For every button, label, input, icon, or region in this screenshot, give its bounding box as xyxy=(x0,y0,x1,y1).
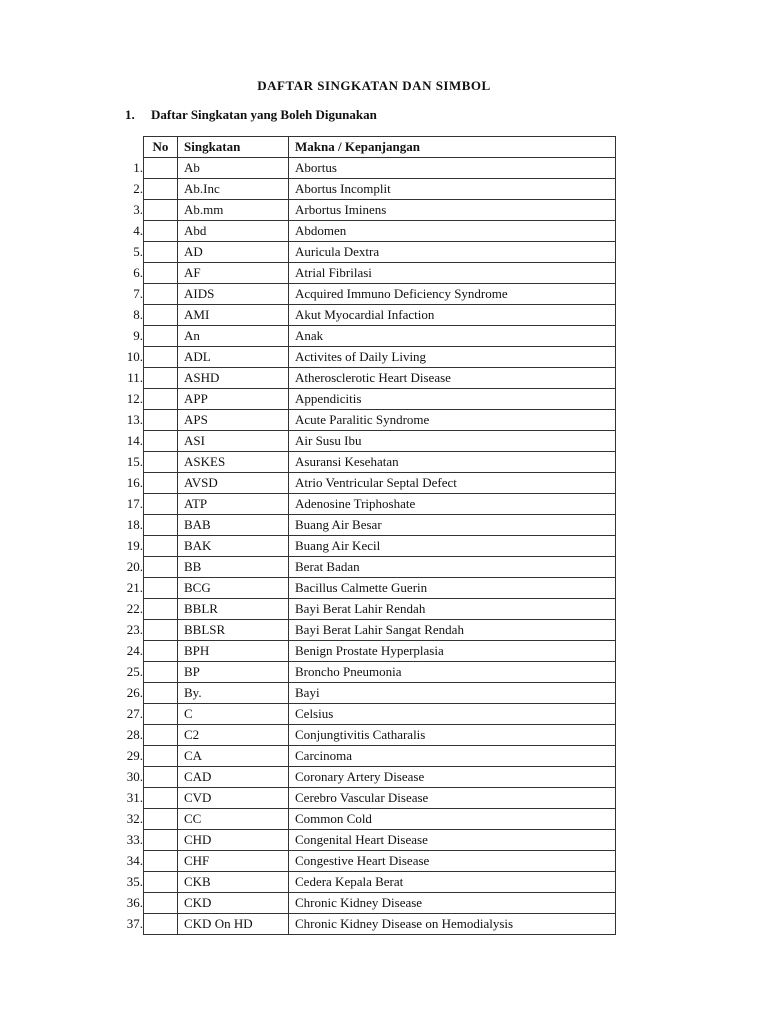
table-row xyxy=(113,494,616,515)
row-abbreviation: ASHD xyxy=(178,368,289,389)
row-abbreviation: CVD xyxy=(178,788,289,809)
table-row xyxy=(113,347,616,368)
row-abbreviation: BP xyxy=(178,662,289,683)
row-meaning: Atherosclerotic Heart Disease xyxy=(289,368,616,389)
row-meaning: Carcinoma xyxy=(289,746,616,767)
row-abbreviation: APS xyxy=(178,410,289,431)
row-abbreviation: Ab xyxy=(178,158,289,179)
header-no: No xyxy=(144,137,178,158)
row-number: 30. xyxy=(126,769,143,784)
row-abbreviation: CKB xyxy=(178,872,289,893)
row-meaning: Abdomen xyxy=(289,221,616,242)
row-number: 19. xyxy=(126,538,143,553)
row-meaning: Anak xyxy=(289,326,616,347)
row-no-cell xyxy=(144,746,178,767)
row-no-cell xyxy=(144,641,178,662)
table-row xyxy=(113,599,616,620)
table-row xyxy=(113,284,616,305)
row-number: 12. xyxy=(126,391,143,406)
abbreviation-table xyxy=(113,136,616,935)
row-number: 18. xyxy=(126,517,143,532)
row-meaning: Akut Myocardial Infaction xyxy=(289,305,616,326)
table-row xyxy=(113,914,616,935)
section-title: Daftar Singkatan yang Boleh Digunakan xyxy=(151,107,377,122)
table-row xyxy=(113,788,616,809)
row-meaning: Broncho Pneumonia xyxy=(289,662,616,683)
table-row xyxy=(113,767,616,788)
row-meaning: Auricula Dextra xyxy=(289,242,616,263)
row-no-cell xyxy=(144,620,178,641)
row-abbreviation: AMI xyxy=(178,305,289,326)
row-number: 22. xyxy=(126,601,143,616)
table-row xyxy=(113,536,616,557)
row-abbreviation: Ab.mm xyxy=(178,200,289,221)
row-number: 1. xyxy=(133,160,143,175)
row-abbreviation: ADL xyxy=(178,347,289,368)
row-meaning: Conjungtivitis Catharalis xyxy=(289,725,616,746)
row-meaning: Benign Prostate Hyperplasia xyxy=(289,641,616,662)
row-number: 7. xyxy=(133,286,143,301)
row-abbreviation: ATP xyxy=(178,494,289,515)
row-no-cell xyxy=(144,515,178,536)
row-meaning: Activites of Daily Living xyxy=(289,347,616,368)
row-no-cell xyxy=(144,179,178,200)
table-row xyxy=(113,641,616,662)
row-abbreviation: Ab.Inc xyxy=(178,179,289,200)
row-no-cell xyxy=(144,767,178,788)
abbreviation-table-container xyxy=(113,136,616,935)
row-meaning: Bayi Berat Lahir Sangat Rendah xyxy=(289,620,616,641)
row-number: 13. xyxy=(126,412,143,427)
row-number: 10. xyxy=(126,349,143,364)
row-no-cell xyxy=(144,242,178,263)
row-abbreviation: CHD xyxy=(178,830,289,851)
row-abbreviation: BPH xyxy=(178,641,289,662)
table-row xyxy=(113,326,616,347)
row-no-cell xyxy=(144,368,178,389)
row-no-cell xyxy=(144,410,178,431)
row-no-cell xyxy=(144,263,178,284)
row-meaning: Chronic Kidney Disease xyxy=(289,893,616,914)
row-abbreviation: BBLR xyxy=(178,599,289,620)
row-number: 27. xyxy=(126,706,143,721)
row-number: 29. xyxy=(126,748,143,763)
row-number: 24. xyxy=(126,643,143,658)
row-number: 25. xyxy=(126,664,143,679)
row-abbreviation: AIDS xyxy=(178,284,289,305)
row-abbreviation: CKD On HD xyxy=(178,914,289,935)
table-row xyxy=(113,662,616,683)
row-number: 21. xyxy=(126,580,143,595)
row-no-cell xyxy=(144,494,178,515)
row-meaning: Appendicitis xyxy=(289,389,616,410)
row-abbreviation: By. xyxy=(178,683,289,704)
row-meaning: Abortus xyxy=(289,158,616,179)
table-row xyxy=(113,431,616,452)
table-row xyxy=(113,578,616,599)
row-meaning: Cerebro Vascular Disease xyxy=(289,788,616,809)
row-abbreviation: BBLSR xyxy=(178,620,289,641)
row-abbreviation: C2 xyxy=(178,725,289,746)
row-number: 6. xyxy=(133,265,143,280)
row-abbreviation: ASI xyxy=(178,431,289,452)
row-meaning: Bayi xyxy=(289,683,616,704)
row-no-cell xyxy=(144,788,178,809)
table-row xyxy=(113,620,616,641)
header-spacer xyxy=(113,137,144,158)
row-number: 3. xyxy=(133,202,143,217)
row-number: 28. xyxy=(126,727,143,742)
row-meaning: Atrio Ventricular Septal Defect xyxy=(289,473,616,494)
table-row xyxy=(113,452,616,473)
document-title: DAFTAR SINGKATAN DAN SIMBOL xyxy=(257,78,491,93)
row-abbreviation: ASKES xyxy=(178,452,289,473)
row-number: 33. xyxy=(126,832,143,847)
table-row xyxy=(113,893,616,914)
table-header-row xyxy=(113,137,616,158)
row-meaning: Asuransi Kesehatan xyxy=(289,452,616,473)
row-no-cell xyxy=(144,893,178,914)
row-no-cell xyxy=(144,830,178,851)
table-row xyxy=(113,872,616,893)
row-abbreviation: Abd xyxy=(178,221,289,242)
row-meaning: Arbortus Iminens xyxy=(289,200,616,221)
row-abbreviation: CC xyxy=(178,809,289,830)
row-no-cell xyxy=(144,536,178,557)
table-row xyxy=(113,410,616,431)
row-no-cell xyxy=(144,809,178,830)
row-meaning: Acute Paralitic Syndrome xyxy=(289,410,616,431)
row-meaning: Abortus Incomplit xyxy=(289,179,616,200)
header-meaning: Makna / Kepanjangan xyxy=(289,137,616,158)
row-no-cell xyxy=(144,221,178,242)
row-abbreviation: AF xyxy=(178,263,289,284)
row-number: 37. xyxy=(126,916,143,931)
table-body xyxy=(113,158,616,935)
row-no-cell xyxy=(144,704,178,725)
row-number: 23. xyxy=(126,622,143,637)
row-meaning: Chronic Kidney Disease on Hemodialysis xyxy=(289,914,616,935)
row-meaning: Cedera Kepala Berat xyxy=(289,872,616,893)
row-meaning: Air Susu Ibu xyxy=(289,431,616,452)
row-number: 36. xyxy=(126,895,143,910)
table-row xyxy=(113,557,616,578)
table-row xyxy=(113,746,616,767)
table-row xyxy=(113,368,616,389)
table-row xyxy=(113,851,616,872)
table-row xyxy=(113,725,616,746)
table-row xyxy=(113,305,616,326)
row-no-cell xyxy=(144,158,178,179)
row-abbreviation: An xyxy=(178,326,289,347)
row-number: 2. xyxy=(133,181,143,196)
row-number: 15. xyxy=(126,454,143,469)
row-meaning: Bacillus Calmette Guerin xyxy=(289,578,616,599)
row-no-cell xyxy=(144,452,178,473)
row-no-cell xyxy=(144,557,178,578)
table-row xyxy=(113,200,616,221)
row-meaning: Common Cold xyxy=(289,809,616,830)
row-no-cell xyxy=(144,305,178,326)
row-no-cell xyxy=(144,725,178,746)
table-row xyxy=(113,389,616,410)
section-heading xyxy=(125,107,377,123)
row-abbreviation: BAK xyxy=(178,536,289,557)
row-number: 26. xyxy=(126,685,143,700)
row-no-cell xyxy=(144,431,178,452)
table-row xyxy=(113,158,616,179)
row-no-cell xyxy=(144,578,178,599)
row-number: 17. xyxy=(126,496,143,511)
row-number: 5. xyxy=(133,244,143,259)
row-no-cell xyxy=(144,662,178,683)
table-row xyxy=(113,473,616,494)
row-number: 35. xyxy=(126,874,143,889)
row-meaning: Adenosine Triphoshate xyxy=(289,494,616,515)
row-abbreviation: APP xyxy=(178,389,289,410)
row-abbreviation: CKD xyxy=(178,893,289,914)
row-meaning: Coronary Artery Disease xyxy=(289,767,616,788)
table-row xyxy=(113,704,616,725)
row-number: 4. xyxy=(133,223,143,238)
row-abbreviation: CAD xyxy=(178,767,289,788)
row-abbreviation: AD xyxy=(178,242,289,263)
row-no-cell xyxy=(144,200,178,221)
row-number: 14. xyxy=(126,433,143,448)
row-meaning: Acquired Immuno Deficiency Syndrome xyxy=(289,284,616,305)
row-no-cell xyxy=(144,284,178,305)
row-number: 31. xyxy=(126,790,143,805)
row-abbreviation: BB xyxy=(178,557,289,578)
table-row xyxy=(113,263,616,284)
row-number: 32. xyxy=(126,811,143,826)
row-number: 9. xyxy=(133,328,143,343)
table-row xyxy=(113,179,616,200)
table-row xyxy=(113,221,616,242)
table-row xyxy=(113,242,616,263)
row-no-cell xyxy=(144,389,178,410)
row-meaning: Berat Badan xyxy=(289,557,616,578)
row-number: 34. xyxy=(126,853,143,868)
row-abbreviation: BAB xyxy=(178,515,289,536)
row-abbreviation: AVSD xyxy=(178,473,289,494)
row-meaning: Congenital Heart Disease xyxy=(289,830,616,851)
header-abbreviation: Singkatan xyxy=(178,137,289,158)
row-no-cell xyxy=(144,872,178,893)
table-row xyxy=(113,683,616,704)
row-no-cell xyxy=(144,851,178,872)
table-row xyxy=(113,830,616,851)
row-no-cell xyxy=(144,683,178,704)
table-row xyxy=(113,515,616,536)
row-abbreviation: BCG xyxy=(178,578,289,599)
row-meaning: Bayi Berat Lahir Rendah xyxy=(289,599,616,620)
row-abbreviation: CA xyxy=(178,746,289,767)
row-no-cell xyxy=(144,914,178,935)
row-no-cell xyxy=(144,473,178,494)
row-meaning: Buang Air Besar xyxy=(289,515,616,536)
row-no-cell xyxy=(144,326,178,347)
section-number: 1. xyxy=(125,107,135,122)
row-abbreviation: CHF xyxy=(178,851,289,872)
row-meaning: Buang Air Kecil xyxy=(289,536,616,557)
row-meaning: Celsius xyxy=(289,704,616,725)
row-no-cell xyxy=(144,347,178,368)
row-number: 20. xyxy=(126,559,143,574)
row-meaning: Atrial Fibrilasi xyxy=(289,263,616,284)
row-meaning: Congestive Heart Disease xyxy=(289,851,616,872)
row-number: 8. xyxy=(133,307,143,322)
row-abbreviation: C xyxy=(178,704,289,725)
row-number: 16. xyxy=(126,475,143,490)
row-number: 11. xyxy=(127,370,143,385)
table-row xyxy=(113,809,616,830)
row-no-cell xyxy=(144,599,178,620)
